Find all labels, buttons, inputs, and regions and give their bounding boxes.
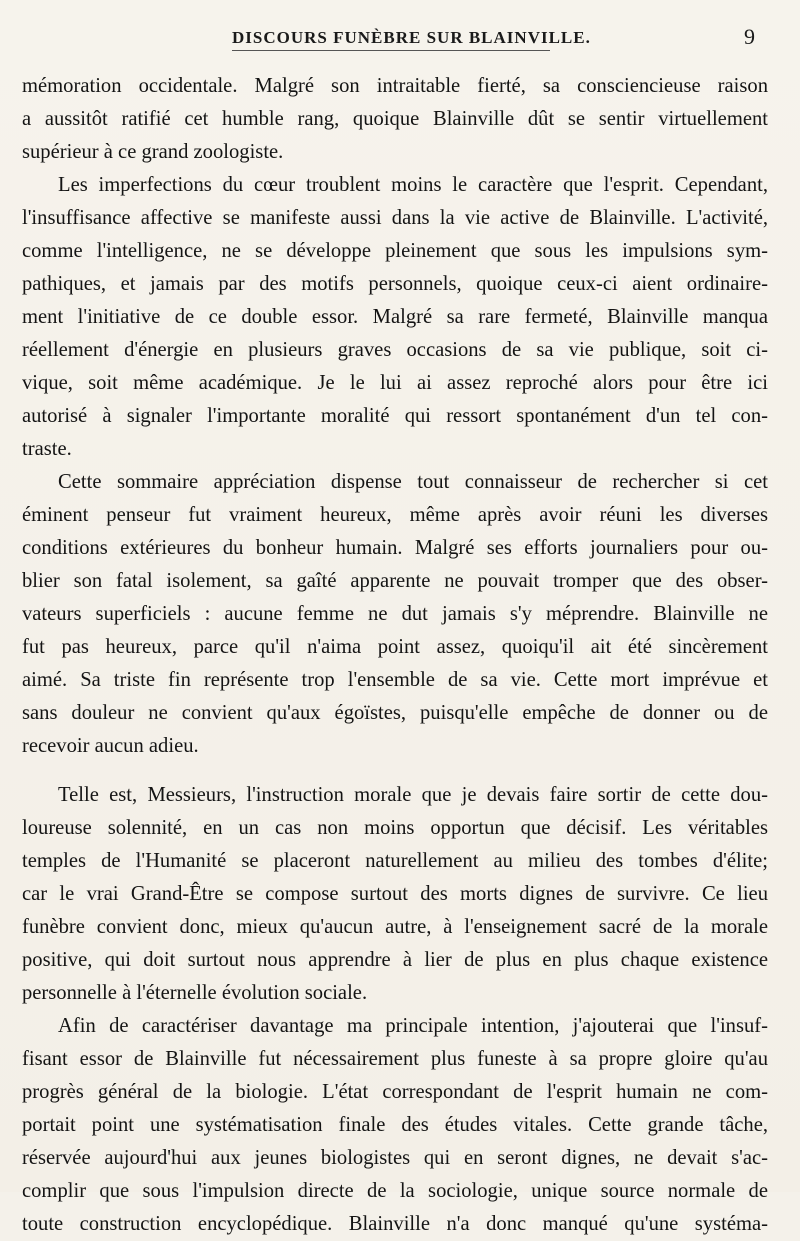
text-line: a aussitôt ratifié cet humble rang, quoique Blainville dût se sentir virtuellement bbox=[22, 108, 768, 130]
text-line: éminent penseur fut vraiment heureux, même après avoir réuni les diverses bbox=[22, 504, 768, 526]
text-line: portait point une systématisation finale des études vitales. Cette grande tâche, bbox=[22, 1114, 768, 1136]
text-line: Les imperfections du cœur troublent moins le caractère que l'esprit. Cependant, bbox=[58, 174, 768, 196]
text-line: recevoir aucun adieu. bbox=[22, 735, 199, 757]
running-title: DISCOURS FUNÈBRE SUR BLAINVILLE. bbox=[232, 28, 591, 47]
header-rule bbox=[232, 50, 550, 51]
text-line: aimé. Sa triste fin représente trop l'ensemble de sa vie. Cette mort imprévue et bbox=[22, 669, 768, 691]
text-line: Telle est, Messieurs, l'instruction morale que je devais faire sortir de cette dou- bbox=[58, 784, 768, 806]
paragraph bbox=[22, 1010, 768, 1241]
text-line: conditions extérieures du bonheur humain. Malgré ses efforts journaliers pour ou- bbox=[22, 537, 768, 559]
text-line: fisant essor de Blainville fut nécessairement plus funeste à sa propre gloire qu'au bbox=[22, 1048, 768, 1070]
body-text bbox=[22, 70, 768, 1241]
text-line: vateurs superficiels : aucune femme ne dut jamais s'y méprendre. Blainville ne bbox=[22, 603, 768, 625]
text-line: blier son fatal isolement, sa gaîté apparente ne pouvait tromper que des obser- bbox=[22, 570, 768, 592]
paragraph bbox=[22, 779, 768, 1010]
page-header bbox=[0, 22, 800, 52]
text-line: complir que sous l'impulsion directe de la sociologie, unique source normale de bbox=[22, 1180, 768, 1202]
text-line: ment l'initiative de ce double essor. Malgré sa rare fermeté, Blainville manqua bbox=[22, 306, 768, 328]
text-line: autorisé à signaler l'importante moralité qui ressort spontanément d'un tel con- bbox=[22, 405, 768, 427]
text-line: supérieur à ce grand zoologiste. bbox=[22, 141, 284, 163]
text-line: réellement d'énergie en plusieurs graves occasions de sa vie publique, soit ci- bbox=[22, 339, 768, 361]
text-line: traste. bbox=[22, 438, 72, 460]
text-line: toute construction encyclopédique. Blainville n'a donc manqué qu'une systéma- bbox=[22, 1213, 768, 1235]
paragraph bbox=[22, 70, 768, 169]
text-line: vique, soit même académique. Je le lui ai assez reproché alors pour être ici bbox=[22, 372, 768, 394]
text-line: positive, qui doit surtout nous apprendre à lier de plus en plus chaque existence bbox=[22, 949, 768, 971]
paragraph-gap bbox=[22, 763, 768, 779]
text-line: sans douleur ne convient qu'aux égoïstes, puisqu'elle empêche de donner ou de bbox=[22, 702, 768, 724]
text-line: réservée aujourd'hui aux jeunes biologistes qui en seront dignes, ne devait s'ac- bbox=[22, 1147, 768, 1169]
text-line: mémoration occidentale. Malgré son intraitable fierté, sa consciencieuse raison bbox=[22, 75, 768, 97]
paragraph bbox=[22, 169, 768, 466]
text-line: loureuse solennité, en un cas non moins opportun que décisif. Les véritables bbox=[22, 817, 768, 839]
text-line: car le vrai Grand-Être se compose surtout des morts dignes de survivre. Ce lieu bbox=[22, 883, 768, 905]
text-line: Afin de caractériser davantage ma principale intention, j'ajouterai que l'insuf- bbox=[58, 1015, 768, 1037]
text-line: fut pas heureux, parce qu'il n'aima point assez, quoiqu'il ait été sincèrement bbox=[22, 636, 768, 658]
text-line: temples de l'Humanité se placeront naturellement au milieu des tombes d'élite; bbox=[22, 850, 768, 872]
text-line: pathiques, et jamais par des motifs personnels, quoique ceux-ci aient ordinaire- bbox=[22, 273, 768, 295]
text-line: l'insuffisance affective se manifeste aussi dans la vie active de Blainville. L'activité, bbox=[22, 207, 768, 229]
text-line: Cette sommaire appréciation dispense tout connaisseur de rechercher si cet bbox=[58, 471, 768, 493]
text-line: comme l'intelligence, ne se développe pleinement que sous les impulsions sym- bbox=[22, 240, 768, 262]
text-line: funèbre convient donc, mieux qu'aucun autre, à l'enseignement sacré de la morale bbox=[22, 916, 768, 938]
page-number: 9 bbox=[744, 24, 755, 49]
text-line: progrès général de la biologie. L'état correspondant de l'esprit humain ne com- bbox=[22, 1081, 768, 1103]
text-line: personnelle à l'éternelle évolution sociale. bbox=[22, 982, 368, 1004]
paragraph bbox=[22, 466, 768, 763]
